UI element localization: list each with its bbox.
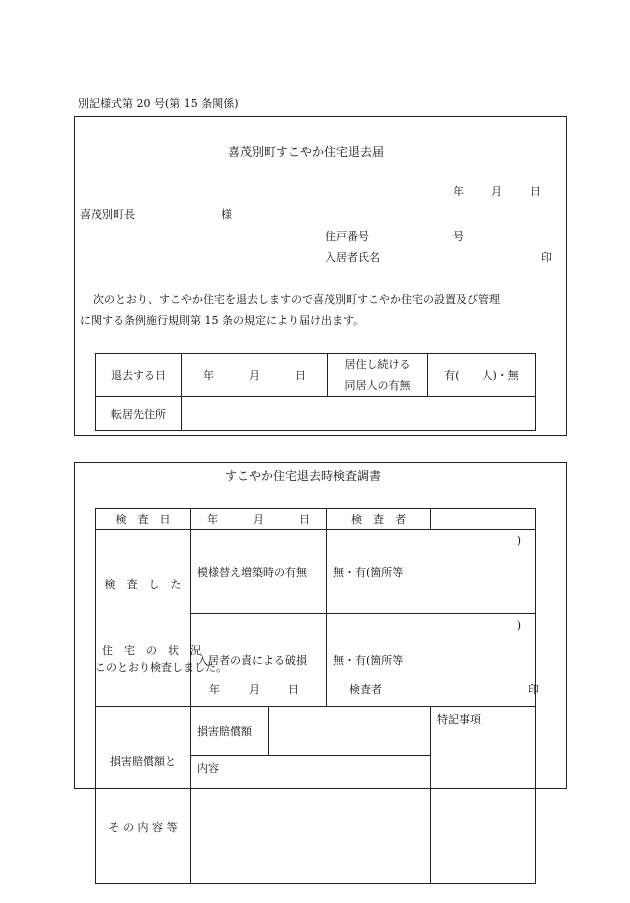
inspection-date-label: 検 査 日 (96, 509, 191, 530)
sign-year: 年 (209, 683, 220, 696)
addressee-honorific: 様 (221, 208, 232, 221)
damage-close: ) (516, 619, 521, 633)
inspection-day: 日 (299, 513, 310, 526)
notice-body-line-1: 次のとおり、すこやか住宅を退去しますので喜茂別町すこやか住宅の設置及び管理 (93, 293, 500, 306)
damage-value: 無・有(箇所等 (333, 654, 404, 668)
move-out-month: 月 (249, 369, 260, 382)
compensation-label (96, 707, 191, 884)
inspected-house-label-line-1: 検 査 し た (104, 578, 182, 591)
inspection-month: 月 (253, 513, 264, 526)
remodel-close: ) (516, 534, 521, 547)
compensation-amount-field[interactable] (269, 707, 431, 756)
inspected-house-label-line-2: 住 宅 の 状 況 (102, 644, 201, 657)
compensation-label-line-1: 損害賠償額と (110, 755, 176, 768)
remodel-label: 模様替え増築時の有無 (191, 530, 327, 614)
inspection-report-title: すこやか住宅退去時検査調書 (225, 469, 382, 483)
compensation-amount-label: 損害賠償額 (191, 707, 269, 756)
inspection-table (95, 508, 536, 884)
special-notes-field[interactable] (431, 707, 536, 884)
inspected-house-label (96, 530, 201, 707)
unit-number-label: 住戸番号 (325, 230, 369, 243)
move-out-date-field[interactable] (182, 354, 328, 397)
notice-date-month: 月 (491, 185, 502, 198)
unit-number-suffix: 号 (453, 230, 464, 243)
sign-month: 月 (249, 683, 260, 696)
compensation-label-line-2: そ の 内 容 等 (108, 821, 178, 834)
notice-body-line-2: に関する条例施行規則第 15 条の規定により届け出ます。 (80, 314, 365, 327)
inspection-date-field[interactable] (191, 509, 327, 530)
move-out-table (95, 353, 536, 431)
move-out-notice-title: 喜茂別町すこやか住宅退去届 (228, 145, 385, 159)
remodel-value: 無・有(箇所等 (333, 565, 404, 579)
inspector-sign-label: 検査者 (349, 683, 382, 696)
resident-seal: 印 (541, 251, 552, 264)
inspector-seal: 印 (528, 683, 539, 696)
move-out-year: 年 (203, 369, 214, 382)
sign-day: 日 (288, 683, 299, 696)
cohabitant-label-line-2: 同居人の有無 (344, 379, 411, 392)
move-out-day: 日 (295, 369, 306, 382)
cohabitant-value-field[interactable]: 有( 人)・無 (428, 354, 536, 397)
cohabitant-label-line-1: 居住し続ける (344, 358, 411, 371)
addressee: 喜茂別町長 (80, 208, 135, 221)
notice-date-day: 日 (530, 185, 541, 198)
inspector-label: 検 査 者 (327, 509, 431, 530)
inspection-year: 年 (207, 513, 218, 526)
damage-label: 入居者の責による破損 (191, 614, 327, 707)
resident-name-label: 入居者氏名 (325, 251, 380, 264)
inspector-field[interactable] (431, 509, 536, 530)
inspection-confirmation: このとおり検査しました。 (95, 661, 227, 674)
new-address-field[interactable] (182, 397, 536, 431)
new-address-label: 転居先住所 (96, 397, 182, 431)
remodel-field[interactable] (327, 530, 536, 614)
notice-date-year: 年 (453, 185, 464, 198)
compensation-contents-label: 内容 (197, 761, 219, 775)
compensation-contents-field[interactable] (191, 755, 431, 883)
special-notes-label: 特記事項 (437, 713, 481, 726)
move-out-date-label: 退去する日 (96, 354, 182, 397)
cohabitant-label (328, 354, 428, 397)
form-reference: 別記様式第 20 号(第 15 条関係) (78, 97, 239, 110)
